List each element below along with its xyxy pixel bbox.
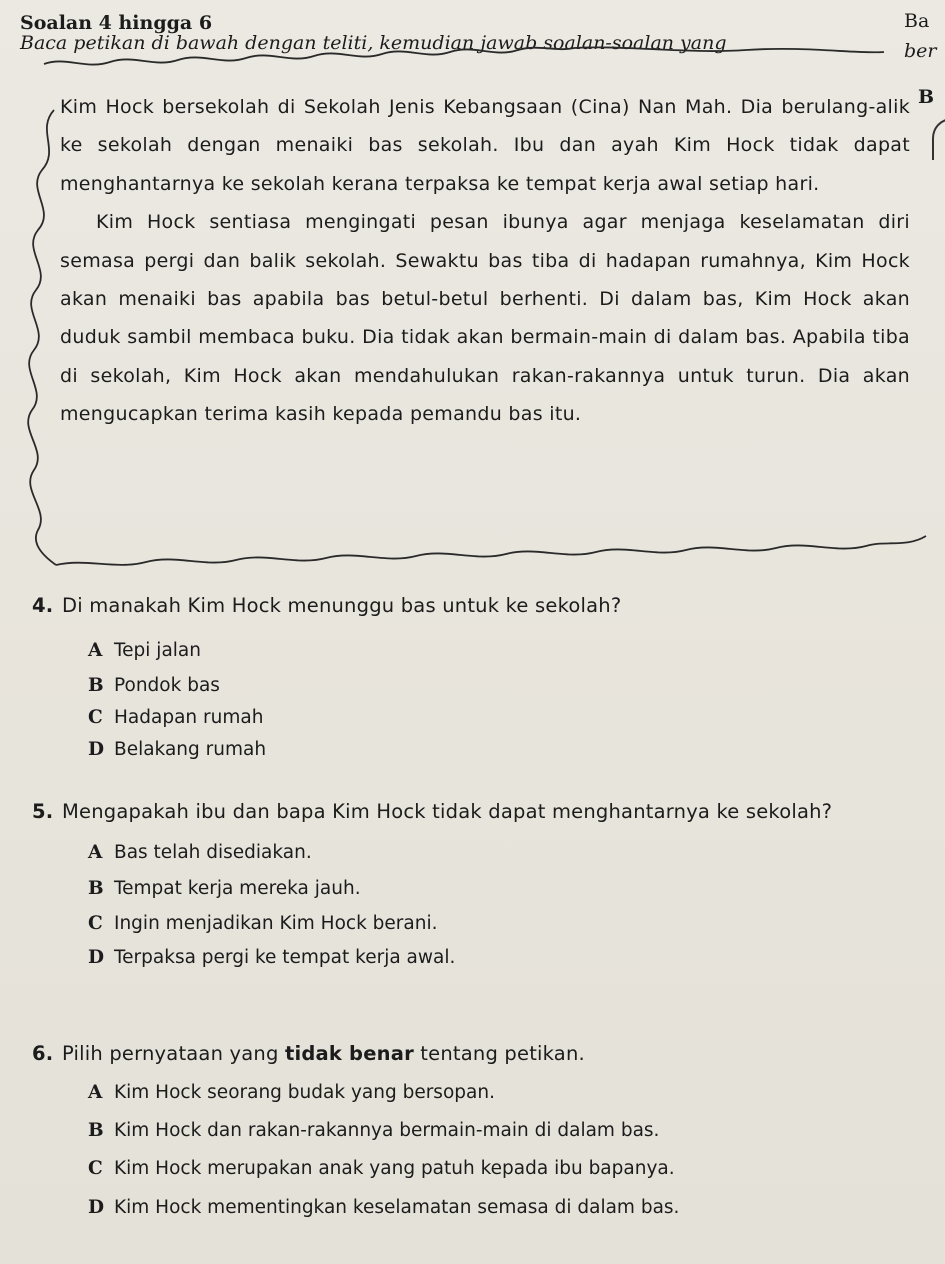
option-letter: A xyxy=(88,1082,103,1103)
option-text: Bas telah disediakan. xyxy=(114,842,312,863)
option-letter: D xyxy=(88,1197,105,1218)
q5-option-d[interactable] xyxy=(88,947,455,968)
option-letter: A xyxy=(88,640,103,661)
question-4 xyxy=(32,594,621,617)
option-letter: C xyxy=(88,913,103,934)
question-text-end: tentang petikan. xyxy=(413,1042,585,1065)
option-text: Belakang rumah xyxy=(114,739,267,760)
option-letter: D xyxy=(88,947,105,968)
reading-instruction: Baca petikan di bawah dengan teliti, kemudian jawab soalan-soalan yang xyxy=(20,32,727,54)
reading-passage xyxy=(60,88,910,434)
q4-option-d[interactable] xyxy=(88,739,266,760)
q5-option-c[interactable] xyxy=(88,913,437,934)
q6-option-d[interactable] xyxy=(88,1197,679,1218)
question-text-start: Pilih pernyataan yang xyxy=(62,1042,285,1065)
edge-fragment-2: ber xyxy=(904,40,937,62)
option-text: Pondok bas xyxy=(114,675,220,696)
passage-paragraph-2: Kim Hock sentiasa mengingati pesan ibunya agar menjaga keselamatan diri semasa pergi dan balik sekolah. Sewaktu bas tiba di hadapan rumahnya, Kim Hock akan menaiki bas apabila bas betul-betul berhenti. Di dalam bas, Kim Hock akan duduk sambil membaca buku. Dia tidak akan bermain-main di dalam bas. Apabila tiba di sekolah, Kim Hock akan mendahulukan rakan-rakannya untuk turun. Dia akan mengucapkan terima kasih kepada pemandu bas itu. xyxy=(60,211,910,426)
question-number: 5. xyxy=(32,800,54,823)
option-letter: C xyxy=(88,1158,103,1179)
edge-fragment-3: B xyxy=(918,86,935,108)
passage-paragraph-1: Kim Hock bersekolah di Sekolah Jenis Kebangsaan (Cina) Nan Mah. Dia berulang-alik ke sekolah dengan menaiki bas sekolah. Ibu dan ayah Kim Hock tidak dapat menghantarnya ke sekolah kerana terpaksa ke tempat kerja awal setiap hari. xyxy=(60,96,910,195)
question-5 xyxy=(32,800,832,823)
q6-option-a[interactable] xyxy=(88,1082,495,1103)
option-letter: D xyxy=(88,739,105,760)
option-letter: B xyxy=(88,675,104,696)
q4-option-c[interactable] xyxy=(88,707,263,728)
option-letter: B xyxy=(88,1120,104,1141)
question-text: Di manakah Kim Hock menunggu bas untuk ke sekolah? xyxy=(62,594,622,617)
edge-fragment-1: Ba xyxy=(904,10,930,32)
option-text: Ingin menjadikan Kim Hock berani. xyxy=(114,913,438,934)
question-text: Mengapakah ibu dan bapa Kim Hock tidak dapat menghantarnya ke sekolah? xyxy=(62,800,833,823)
q6-option-c[interactable] xyxy=(88,1158,675,1179)
option-text: Kim Hock dan rakan-rakannya bermain-main di dalam bas. xyxy=(114,1120,660,1141)
question-text-emphasis: tidak benar xyxy=(284,1042,414,1065)
q5-option-a[interactable] xyxy=(88,842,312,863)
option-text: Terpaksa pergi ke tempat kerja awal. xyxy=(114,947,456,968)
q6-option-b[interactable] xyxy=(88,1120,659,1141)
option-text: Tempat kerja mereka jauh. xyxy=(114,878,361,899)
question-6 xyxy=(32,1042,585,1065)
option-text: Hadapan rumah xyxy=(114,707,264,728)
question-text xyxy=(62,1042,585,1065)
section-title: Soalan 4 hingga 6 xyxy=(20,12,213,34)
option-letter: C xyxy=(88,707,103,728)
option-text: Tepi jalan xyxy=(114,640,201,661)
option-letter: B xyxy=(88,878,104,899)
q4-option-b[interactable] xyxy=(88,675,220,696)
q4-option-a[interactable] xyxy=(88,640,201,661)
option-letter: A xyxy=(88,842,103,863)
question-number: 4. xyxy=(32,594,54,617)
option-text: Kim Hock mementingkan keselamatan semasa di dalam bas. xyxy=(114,1197,680,1218)
option-text: Kim Hock merupakan anak yang patuh kepada ibu bapanya. xyxy=(114,1158,675,1179)
question-number: 6. xyxy=(32,1042,54,1065)
q5-option-b[interactable] xyxy=(88,878,361,899)
option-text: Kim Hock seorang budak yang bersopan. xyxy=(114,1082,495,1103)
